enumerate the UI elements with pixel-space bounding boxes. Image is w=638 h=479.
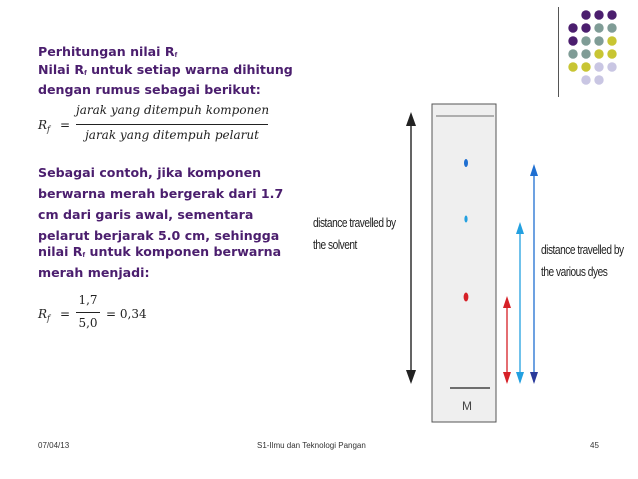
intro-line-2: Nilai Rf untuk setiap warna dihitung (38, 62, 293, 77)
formula2-equals: = (60, 307, 71, 321)
solvent-label: distance travelled by the solvent (313, 215, 396, 252)
blue-arrow-head-top (530, 164, 538, 176)
solvent-arrow-head-top (406, 112, 416, 126)
baseline-label: M (462, 399, 472, 413)
cyan-dye-spot (464, 216, 467, 223)
example-line-4: pelarut berjarak 5.0 cm, sehingga (38, 228, 280, 243)
blue-arrow-head-bottom (530, 372, 538, 384)
example-line-6: merah menjadi: (38, 265, 150, 280)
formula2-lhs: $R_f$ (38, 307, 51, 323)
formula2-denominator: 5,0 (78, 316, 98, 330)
footer-page-number: 45 (590, 441, 599, 450)
cyan-arrow-head-top (516, 222, 524, 234)
formula-numerator: jarak yang ditempuh komponen (76, 103, 270, 117)
footer-title: S1-Ilmu dan Teknologi Pangan (257, 441, 366, 450)
example-line-1: Sebagai contoh, jika komponen (38, 165, 262, 180)
chromatography-plate (432, 104, 496, 422)
example-line-3: cm dari garis awal, sementara (38, 207, 254, 222)
red-arrow-head-top (503, 296, 511, 308)
cyan-arrow-head-bottom (516, 372, 524, 384)
red-arrow-head-bottom (503, 372, 511, 384)
example-line-5: nilai Rf untuk komponen berwarna (38, 244, 282, 259)
slide-heading: Perhitungan nilai Rf (38, 44, 178, 59)
blue-dye-spot (464, 159, 468, 167)
intro-line-3: dengan rumus sebagai berikut: (38, 82, 261, 97)
formula-denominator: jarak yang ditempuh pelarut (85, 128, 259, 142)
formula2-result: = 0,34 (106, 307, 147, 321)
formula-lhs: $R_f$ (38, 118, 51, 134)
formula-equals: = (60, 118, 71, 132)
example-line-2: berwarna merah bergerak dari 1.7 (38, 186, 284, 201)
dyes-label: distance travelled by the various dyes (541, 242, 624, 279)
footer-date: 07/04/13 (38, 441, 70, 450)
formula2-numerator: 1,7 (78, 293, 98, 307)
red-dye-spot (464, 293, 469, 302)
solvent-arrow-head-bottom (406, 370, 416, 384)
